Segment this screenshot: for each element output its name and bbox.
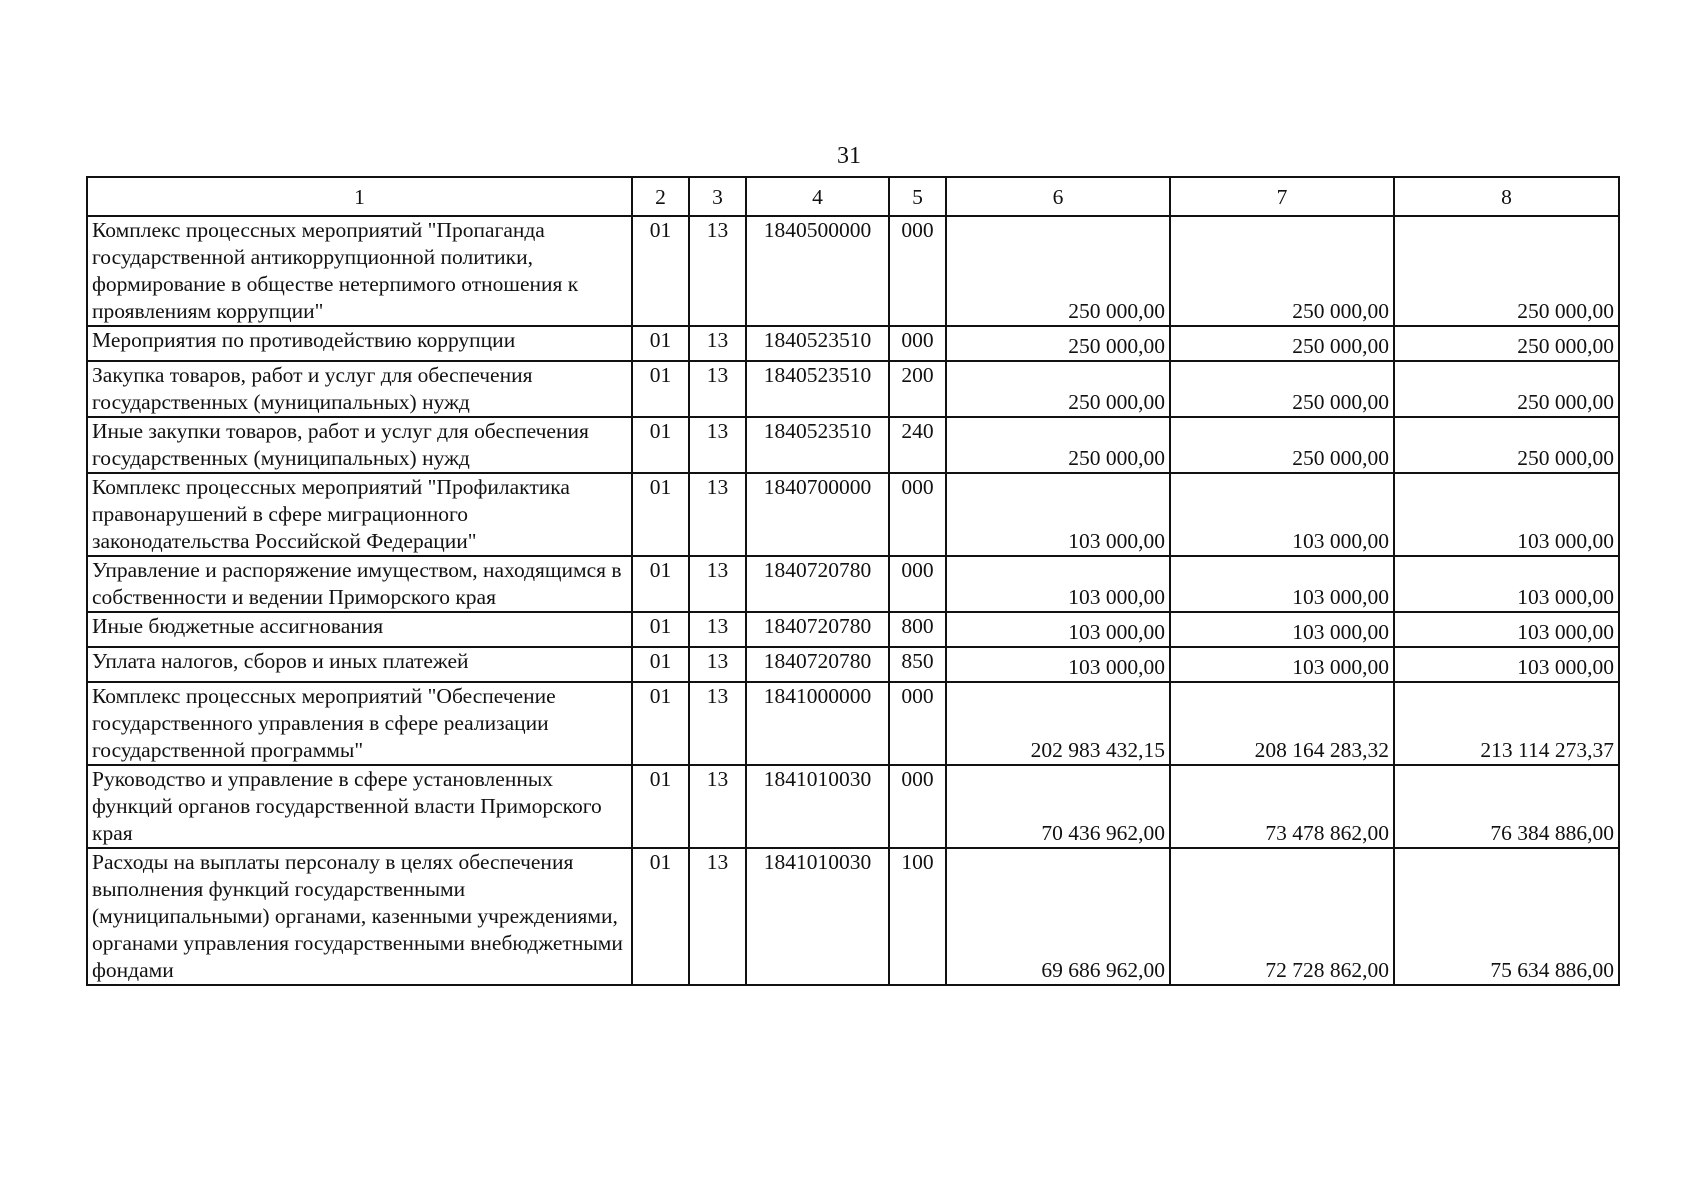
amount-col-7: 103 000,00 — [1170, 556, 1394, 612]
amount-col-8: 103 000,00 — [1394, 647, 1619, 682]
section-code: 01 — [632, 612, 689, 647]
row-name: Закупка товаров, работ и услуг для обеспечения государственных (муниципальных) нужд — [87, 361, 632, 417]
amount-col-7: 103 000,00 — [1170, 647, 1394, 682]
amount-col-8: 103 000,00 — [1394, 473, 1619, 556]
expense-type-code: 240 — [889, 417, 946, 473]
amount-col-8: 250 000,00 — [1394, 417, 1619, 473]
column-header: 1 — [87, 177, 632, 216]
amount-col-6: 250 000,00 — [946, 326, 1170, 361]
column-header: 8 — [1394, 177, 1619, 216]
expense-type-code: 000 — [889, 326, 946, 361]
subsection-code: 13 — [689, 848, 746, 985]
table-row — [87, 473, 1619, 556]
amount-col-7: 208 164 283,32 — [1170, 682, 1394, 765]
target-article-code: 1840720780 — [746, 556, 889, 612]
table-header-row — [87, 177, 1619, 216]
subsection-code: 13 — [689, 612, 746, 647]
subsection-code: 13 — [689, 647, 746, 682]
amount-col-7: 250 000,00 — [1170, 417, 1394, 473]
amount-col-8: 103 000,00 — [1394, 556, 1619, 612]
table-row — [87, 326, 1619, 361]
amount-col-8: 76 384 886,00 — [1394, 765, 1619, 848]
section-code: 01 — [632, 647, 689, 682]
amount-col-7: 73 478 862,00 — [1170, 765, 1394, 848]
expense-type-code: 000 — [889, 473, 946, 556]
expense-type-code: 000 — [889, 765, 946, 848]
table-row — [87, 361, 1619, 417]
amount-col-7: 250 000,00 — [1170, 216, 1394, 326]
section-code: 01 — [632, 556, 689, 612]
subsection-code: 13 — [689, 473, 746, 556]
row-name: Управление и распоряжение имуществом, находящимся в собственности и ведении Приморского края — [87, 556, 632, 612]
section-code: 01 — [632, 216, 689, 326]
expense-type-code: 850 — [889, 647, 946, 682]
row-name: Комплекс процессных мероприятий "Обеспечение государственного управления в сфере реализации государственной программы" — [87, 682, 632, 765]
target-article-code: 1840720780 — [746, 647, 889, 682]
page-number: 31 — [837, 143, 861, 169]
section-code: 01 — [632, 417, 689, 473]
row-name: Мероприятия по противодействию коррупции — [87, 326, 632, 361]
row-name: Уплата налогов, сборов и иных платежей — [87, 647, 632, 682]
table-row — [87, 765, 1619, 848]
amount-col-6: 103 000,00 — [946, 647, 1170, 682]
amount-col-6: 69 686 962,00 — [946, 848, 1170, 985]
table-row — [87, 556, 1619, 612]
table-row — [87, 682, 1619, 765]
amount-col-6: 103 000,00 — [946, 612, 1170, 647]
table-row — [87, 647, 1619, 682]
subsection-code: 13 — [689, 417, 746, 473]
section-code: 01 — [632, 473, 689, 556]
amount-col-6: 250 000,00 — [946, 417, 1170, 473]
amount-col-7: 72 728 862,00 — [1170, 848, 1394, 985]
row-name: Комплекс процессных мероприятий "Профилактика правонарушений в сфере миграционного законодательства Российской Федерации" — [87, 473, 632, 556]
column-header: 5 — [889, 177, 946, 216]
row-name: Расходы на выплаты персоналу в целях обеспечения выполнения функций государственными (муниципальными) органами, казенными учреждениями, органами управления государственными внебюджетными фондами — [87, 848, 632, 985]
section-code: 01 — [632, 361, 689, 417]
table-row — [87, 417, 1619, 473]
column-header: 7 — [1170, 177, 1394, 216]
table-row — [87, 612, 1619, 647]
budget-table — [86, 176, 1620, 986]
row-name: Иные бюджетные ассигнования — [87, 612, 632, 647]
section-code: 01 — [632, 765, 689, 848]
target-article-code: 1841000000 — [746, 682, 889, 765]
amount-col-6: 103 000,00 — [946, 473, 1170, 556]
column-header: 2 — [632, 177, 689, 216]
expense-type-code: 100 — [889, 848, 946, 985]
target-article-code: 1840523510 — [746, 361, 889, 417]
row-name: Руководство и управление в сфере установленных функций органов государственной власти Приморского края — [87, 765, 632, 848]
expense-type-code: 000 — [889, 682, 946, 765]
amount-col-8: 250 000,00 — [1394, 361, 1619, 417]
target-article-code: 1840700000 — [746, 473, 889, 556]
row-name: Иные закупки товаров, работ и услуг для обеспечения государственных (муниципальных) нужд — [87, 417, 632, 473]
target-article-code: 1841010030 — [746, 848, 889, 985]
column-header: 6 — [946, 177, 1170, 216]
row-name: Комплекс процессных мероприятий "Пропаганда государственной антикоррупционной политики, формирование в обществе нетерпимого отношения к проявлениям коррупции" — [87, 216, 632, 326]
target-article-code: 1840523510 — [746, 417, 889, 473]
expense-type-code: 000 — [889, 216, 946, 326]
amount-col-6: 250 000,00 — [946, 216, 1170, 326]
table-row — [87, 848, 1619, 985]
amount-col-8: 250 000,00 — [1394, 326, 1619, 361]
subsection-code: 13 — [689, 361, 746, 417]
target-article-code: 1840523510 — [746, 326, 889, 361]
expense-type-code: 200 — [889, 361, 946, 417]
target-article-code: 1840500000 — [746, 216, 889, 326]
subsection-code: 13 — [689, 326, 746, 361]
amount-col-6: 202 983 432,15 — [946, 682, 1170, 765]
subsection-code: 13 — [689, 556, 746, 612]
subsection-code: 13 — [689, 765, 746, 848]
expense-type-code: 800 — [889, 612, 946, 647]
amount-col-8: 250 000,00 — [1394, 216, 1619, 326]
section-code: 01 — [632, 326, 689, 361]
section-code: 01 — [632, 682, 689, 765]
section-code: 01 — [632, 848, 689, 985]
amount-col-7: 103 000,00 — [1170, 612, 1394, 647]
amount-col-6: 70 436 962,00 — [946, 765, 1170, 848]
amount-col-7: 250 000,00 — [1170, 326, 1394, 361]
target-article-code: 1840720780 — [746, 612, 889, 647]
subsection-code: 13 — [689, 682, 746, 765]
subsection-code: 13 — [689, 216, 746, 326]
table-row — [87, 216, 1619, 326]
expense-type-code: 000 — [889, 556, 946, 612]
amount-col-7: 103 000,00 — [1170, 473, 1394, 556]
amount-col-8: 103 000,00 — [1394, 612, 1619, 647]
column-header: 4 — [746, 177, 889, 216]
target-article-code: 1841010030 — [746, 765, 889, 848]
amount-col-6: 250 000,00 — [946, 361, 1170, 417]
amount-col-8: 75 634 886,00 — [1394, 848, 1619, 985]
amount-col-6: 103 000,00 — [946, 556, 1170, 612]
amount-col-8: 213 114 273,37 — [1394, 682, 1619, 765]
amount-col-7: 250 000,00 — [1170, 361, 1394, 417]
column-header: 3 — [689, 177, 746, 216]
